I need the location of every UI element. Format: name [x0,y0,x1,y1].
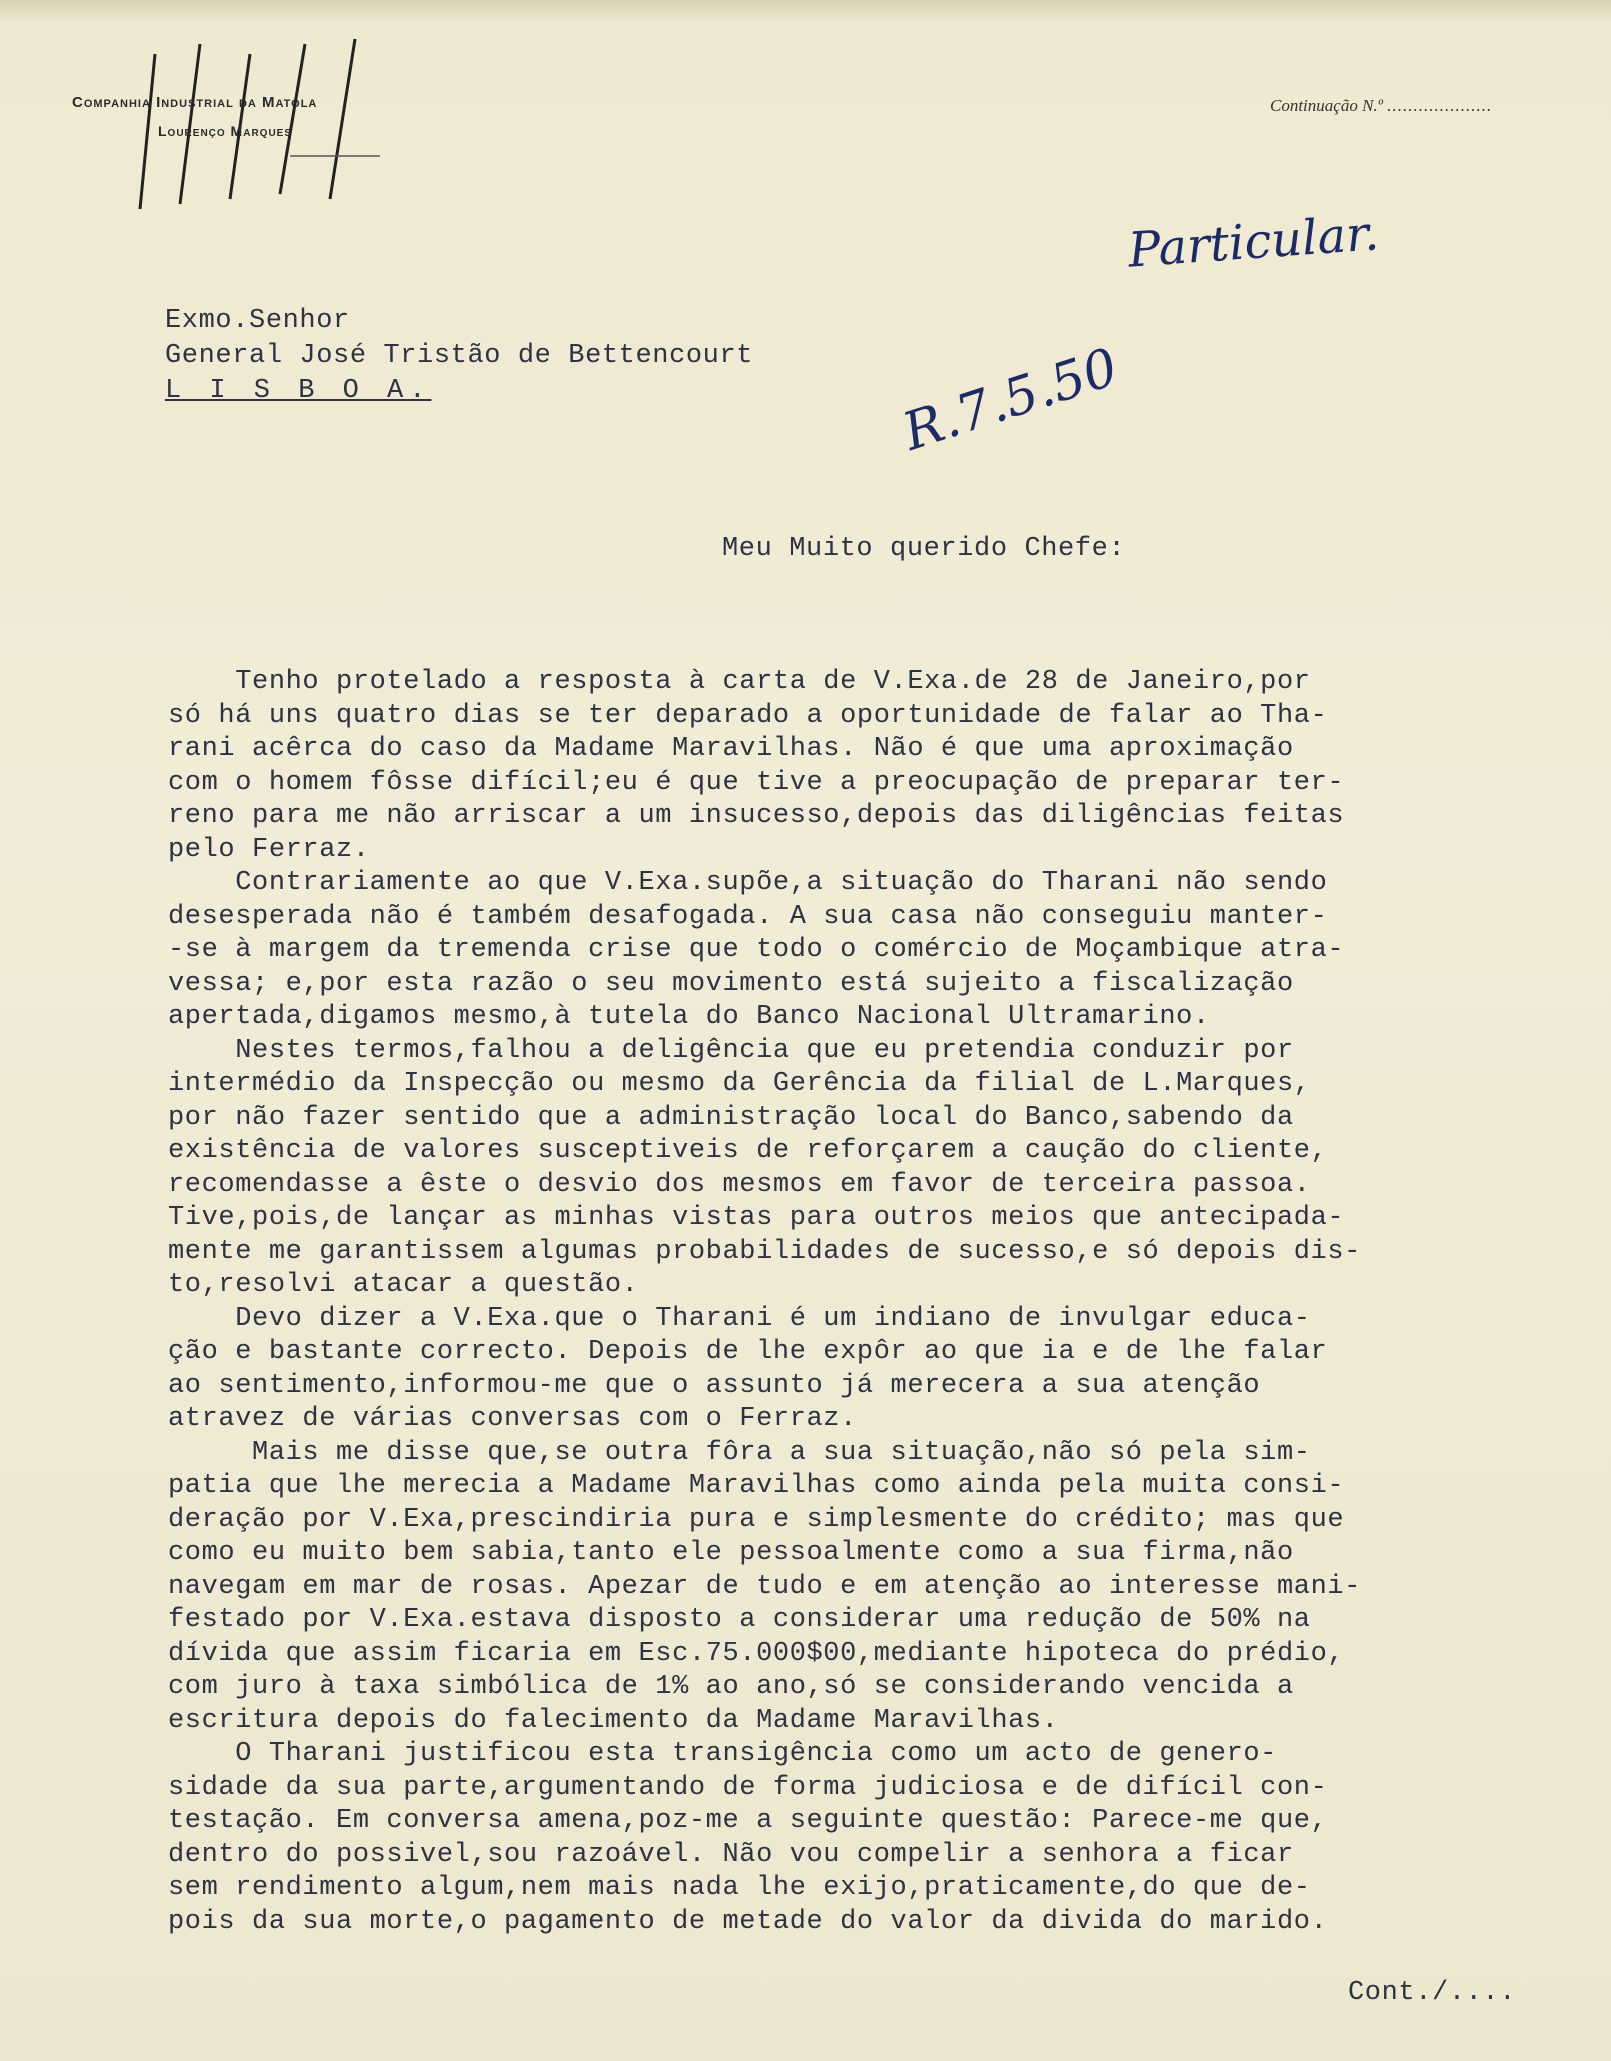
body-line: existência de valores susceptiveis de reforçarem a caução do cliente, [168,1136,1328,1166]
body-line: escritura depois do falecimento da Madame Maravilhas. [168,1705,1059,1736]
body-line: Tive,pois,de lançar as minhas vistas para outros meios que antecipada- [168,1203,1345,1233]
body-line: com juro à taxa simbólica de 1% ao ano,só se considerando vencida a [168,1672,1294,1702]
body-line: rani acêrca do caso da Madame Maravilhas. Não é que uma aproximação [168,734,1294,764]
body-line: intermédio da Inspecção ou mesmo da Gerência da filial de L.Marques, [168,1069,1311,1099]
body-line: testação. Em conversa amena,poz-me a seguinte questão: Parece-me que, [168,1806,1328,1836]
address-city: L I S B O A. [165,376,432,406]
letter-body [168,666,1548,1939]
body-line: to,resolvi atacar a questão. [168,1270,639,1300]
address-line: Exmo.Senhor [165,306,350,336]
body-line: pois da sua morte,o pagamento de metade do valor da divida do marido. [168,1906,1328,1937]
body-line: Devo dizer a V.Exa.que o Tharani é um indiano de invulgar educa- [168,1303,1311,1334]
torn-edge [0,0,1611,24]
body-line: atravez de várias conversas com o Ferraz. [168,1404,857,1434]
body-line: sem rendimento algum,nem mais nada lhe exijo,praticamente,do que de- [168,1873,1311,1903]
body-line: apertada,digamos mesmo,à tutela do Banco Nacional Ultramarino. [168,1002,1210,1032]
body-line: dentro do possivel,sou razoável. Não vou compelir a senhora a ficar [168,1839,1294,1870]
body-line: desesperada não é também desafogada. A sua casa não conseguiu manter- [168,901,1328,932]
body-line: deração por V.Exa,prescindiria pura e simplesmente do crédito; mas que [168,1504,1345,1535]
body-line: ao sentimento,informou-me que o assunto já merecera a sua atenção [168,1370,1261,1401]
body-line: por não fazer sentido que a administração local do Banco,sabendo da [168,1102,1294,1133]
body-line: -se à margem da tremenda crise que todo o comércio de Moçambique atra- [168,935,1345,965]
body-line: Contrariamente ao que V.Exa.supõe,a situação do Tharani não sendo [168,868,1328,898]
address-line: General José Tristão de Bettencourt [165,341,754,371]
body-line: Nestes termos,falhou a deligência que eu pretendia conduzir por [168,1035,1294,1066]
body-line: Tenho protelado a resposta à carta de V.Exa.de 28 de Janeiro,por [168,667,1311,697]
body-line: sidade da sua parte,argumentando de forma judiciosa e de difícil con- [168,1772,1328,1803]
body-line: dívida que assim ficaria em Esc.75.000$00,mediante hipoteca do prédio, [168,1638,1345,1669]
letterhead-city: Lourenço Marques [158,123,292,139]
continuation-label: Continuação N.º [1270,96,1383,115]
body-line: navegam em mar de rosas. Apezar de tudo e em atenção ao interesse mani- [168,1571,1361,1602]
continuation-dots: .................... [1387,96,1493,115]
handwritten-date: R.7.5.50 [896,337,1125,463]
recipient-address [165,304,753,409]
letterhead [72,94,317,139]
body-line: com o homem fôsse difícil;eu é que tive a preocupação de preparar ter- [168,767,1345,798]
salutation: Meu Muito querido Chefe: [722,534,1126,564]
body-line: patia que lhe merecia a Madame Maravilhas como ainda pela muita consi- [168,1471,1345,1501]
letterhead-company: Companhia Industrial da Matola [72,94,318,111]
body-line: reno para me não arriscar a um insucesso,depois das diligências feitas [168,801,1345,831]
continuation-number [1270,96,1492,116]
body-line: pelo Ferraz. [168,834,370,865]
body-line: vessa; e,por esta razão o seu movimento está sujeito a fiscalização [168,968,1294,999]
continuation-marker: Cont./.... [1348,1978,1517,2008]
body-line: ção e bastante correcto. Depois de lhe expôr ao que ia e de lhe falar [168,1337,1328,1367]
body-line: como eu muito bem sabia,tanto ele pessoalmente como a sua firma,não [168,1538,1294,1568]
body-line: O Tharani justificou esta transigência como um acto de genero- [168,1739,1277,1769]
body-line: Mais me disse que,se outra fôra a sua situação,não só pela sim- [168,1437,1311,1468]
body-line: recomendasse a êste o desvio dos mesmos em favor de terceira passoa. [168,1169,1311,1200]
handwritten-particular: Particular. [1126,205,1381,279]
body-line: festado por V.Exa.estava disposto a considerar uma redução de 50% na [168,1605,1311,1635]
body-line: mente me garantissem algumas probabilidades de sucesso,e só depois dis- [168,1236,1361,1267]
body-line: só há uns quatro dias se ter deparado a oportunidade de falar ao Tha- [168,700,1328,731]
